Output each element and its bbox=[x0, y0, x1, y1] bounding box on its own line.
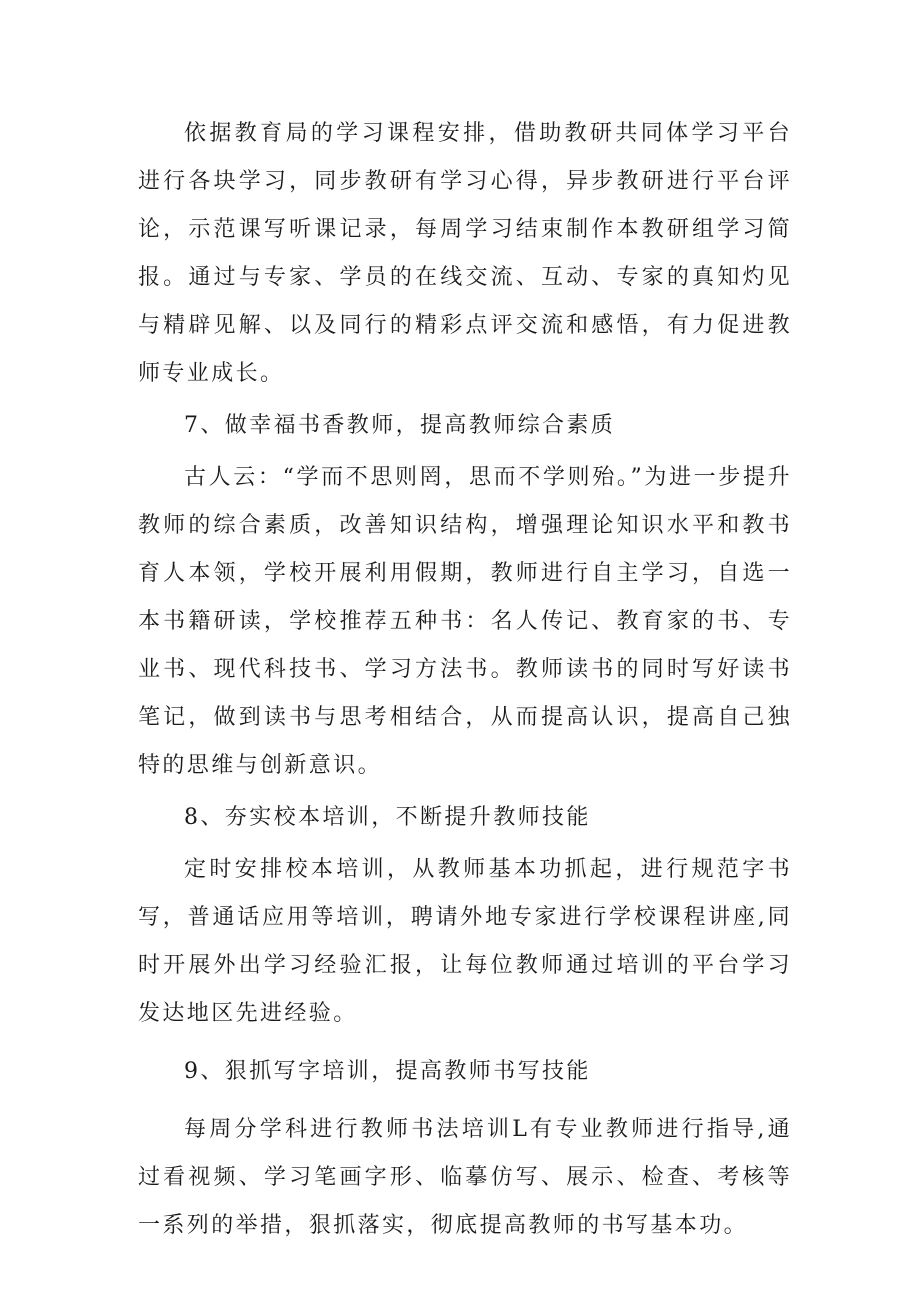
paragraph-item-8: 定时安排校本培训，从教师基本功抓起，进行规范字书写，普通话应用等培训，聘请外地专家进行学校课程讲座,同时开展外出学习经验汇报，让每位教师通过培训的平台学习发达地区先进经验。 bbox=[138, 857, 792, 1026]
paragraph-item-7: 古人云：“学而不思则罔，思而不学则殆。”为进一步提升教师的综合素质，改善知识结构，增强理论知识水平和教书育人本领，学校开展利用假期，教师进行自主学习，自选一本书籍研读，学校推荐五种书：名人传记、教育家的书、专业书、现代科技书、学习方法书。教师读书的同时写好读书笔记，做到读书与思考相结合，从而提高认识，提高自己独特的思维与创新意识。 bbox=[138, 465, 792, 778]
heading-item-9: 9、狠抓写字培训，提高教师书写技能 bbox=[184, 1059, 591, 1084]
paragraph-item-9: 每周分学科进行教师书法培训L有专业教师进行指导,通过看视频、学习笔画字形、临摹仿写、展示、检查、考核等一系列的举措，狠抓落实，彻底提高教师的书写基本功。 bbox=[138, 1117, 792, 1238]
spacer bbox=[138, 1038, 792, 1048]
document-body bbox=[138, 110, 792, 1250]
paragraph-study-platform: 依据教育局的学习课程安排，借助教研共同体学习平台进行各块学习，同步教研有学习心得，异步教研进行平台评论，示范课写听课记录，每周学习结束制作本教研组学习简报。通过与专家、学员的在线交流、互动、专家的真知灼见与精辟见解、以及同行的精彩点评交流和感悟，有力促进教师专业成长。 bbox=[138, 121, 792, 386]
spacer bbox=[138, 1096, 792, 1106]
heading-item-8: 8、夯实校本培训，不断提升教师技能 bbox=[184, 805, 591, 830]
heading-item-7: 7、做幸福书香教师，提高教师综合素质 bbox=[184, 413, 616, 438]
